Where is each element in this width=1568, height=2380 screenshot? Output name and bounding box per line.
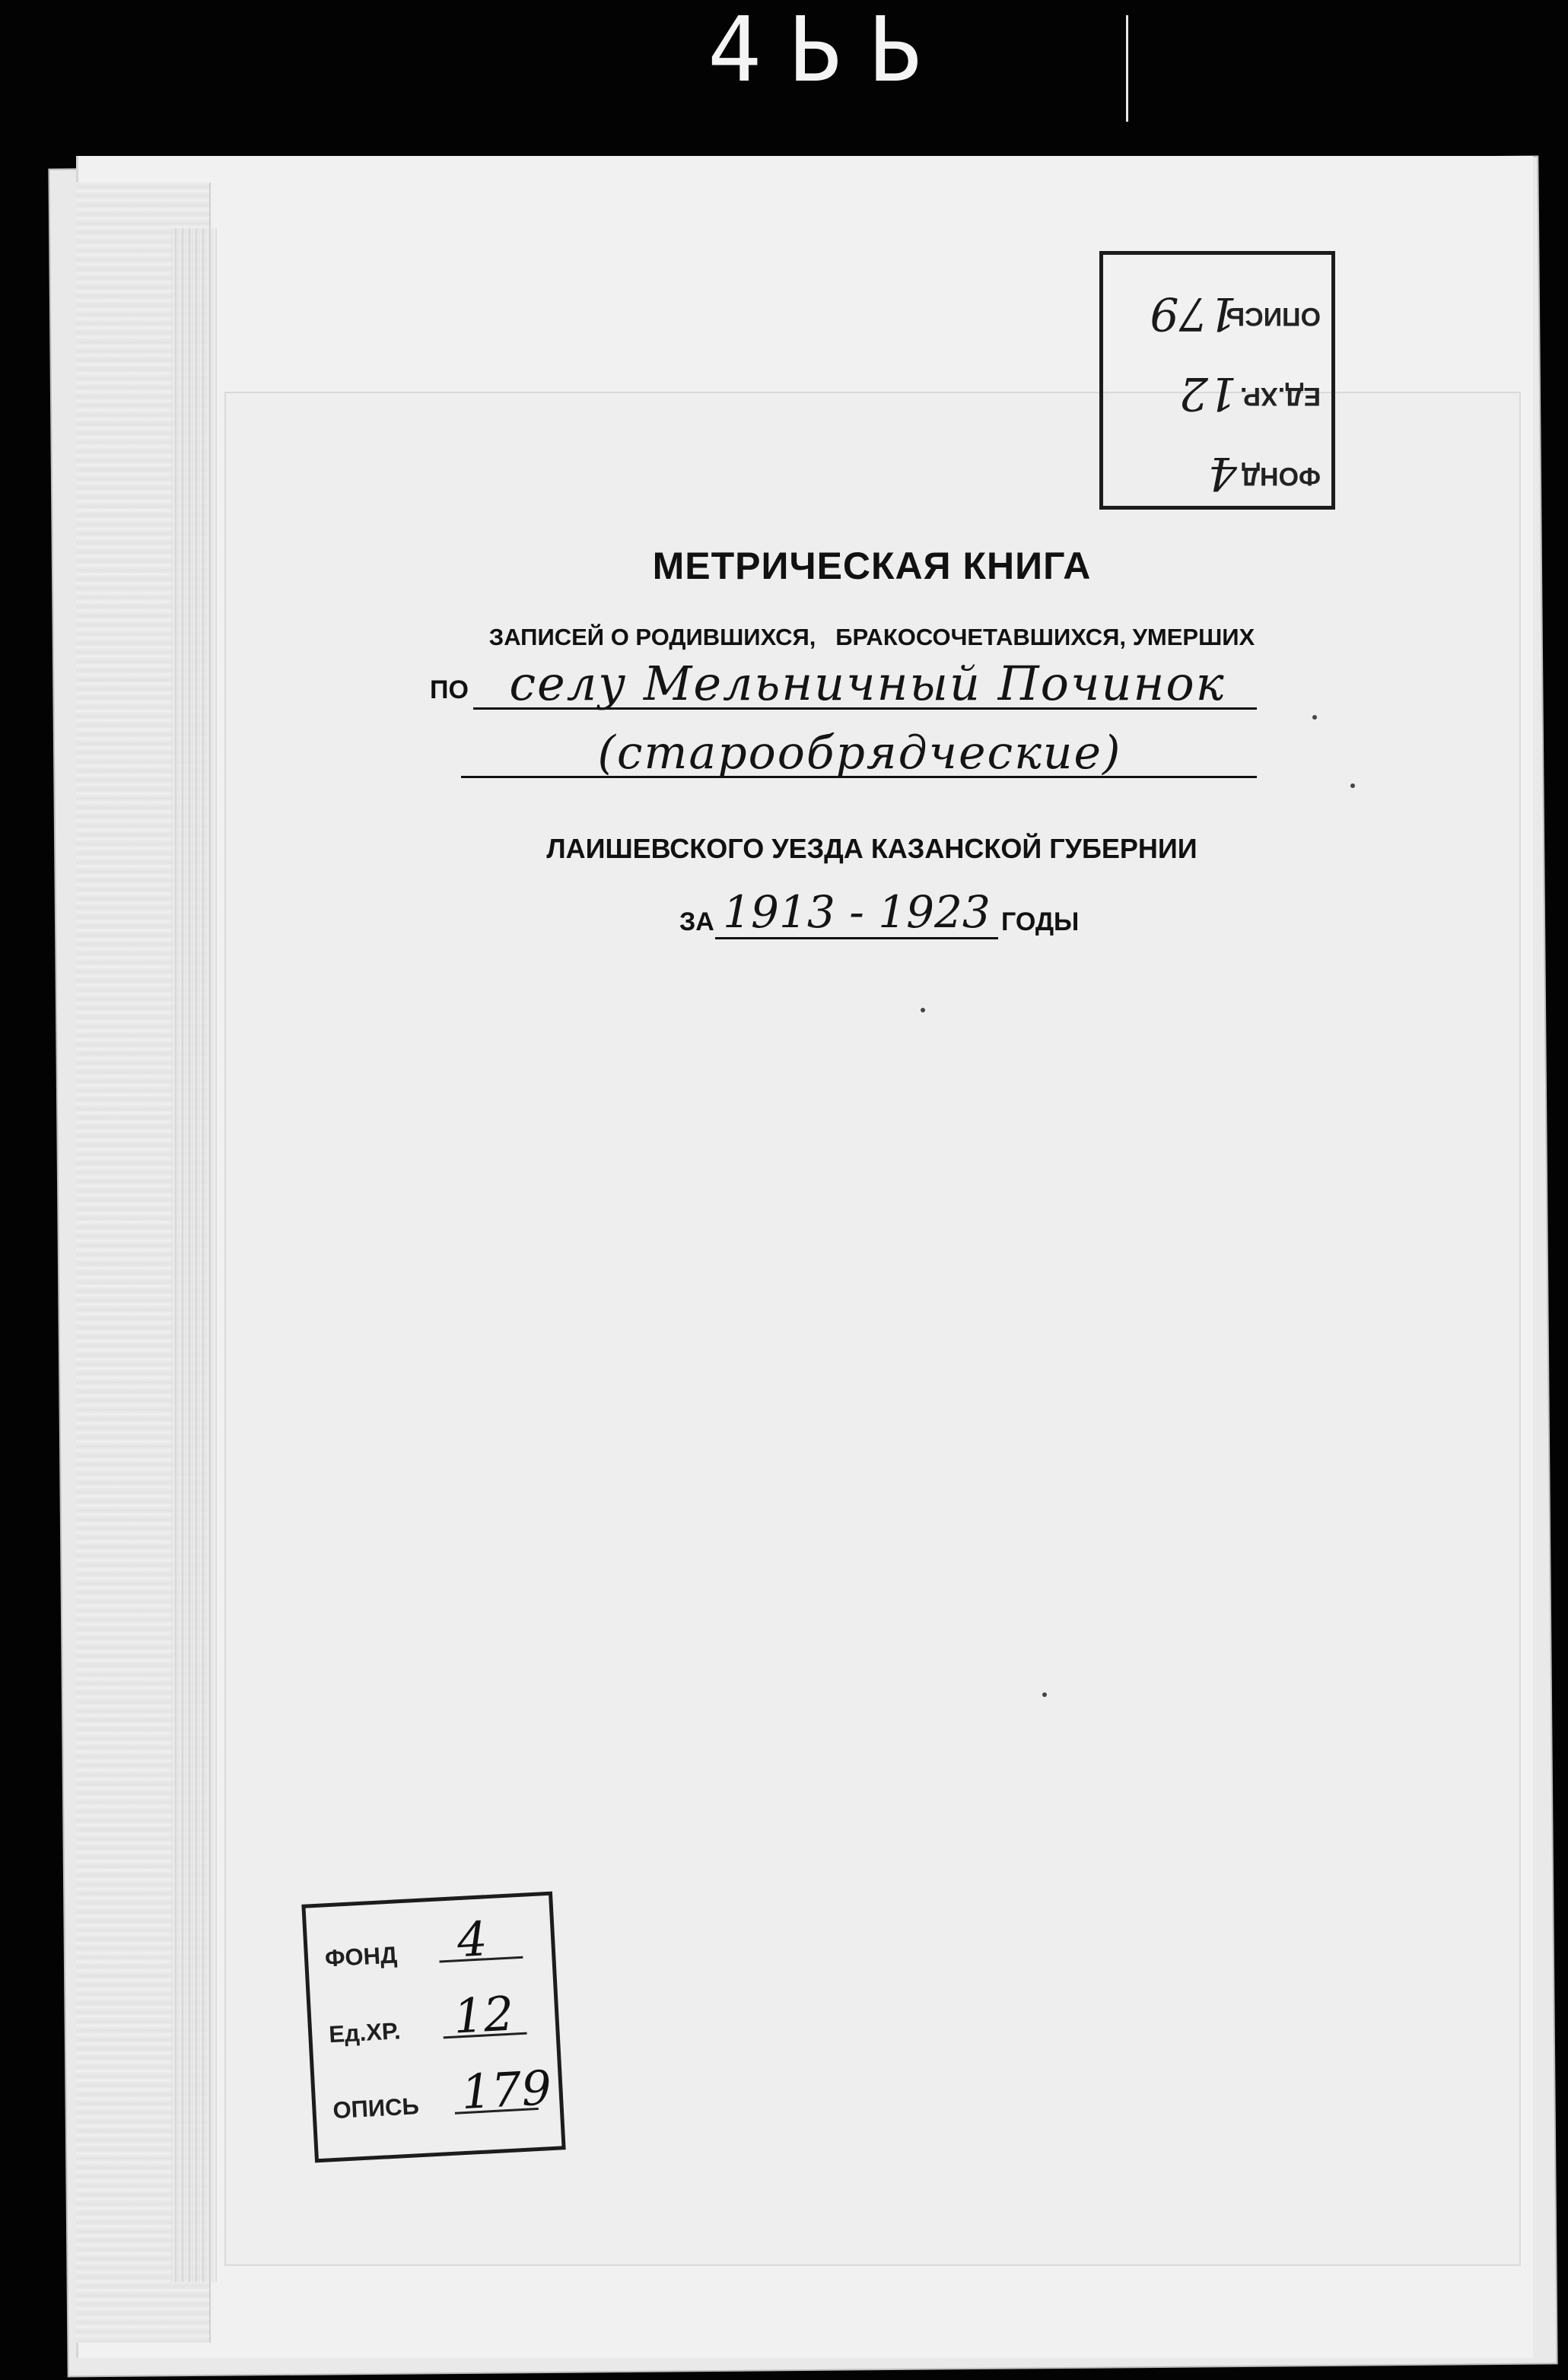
za-label: ЗА [679, 907, 714, 936]
stamp-value: 4 [1207, 446, 1237, 500]
gody-label: ГОДЫ [1001, 907, 1080, 936]
opis-label: ОПИСЬ [332, 2092, 420, 2124]
archive-stamp-top [1099, 251, 1335, 510]
village-handwritten: селу Мельничный Починок [509, 656, 1226, 711]
stamp-label: ОПИСЬ [1226, 302, 1321, 331]
uezd-line: ЛАИШЕВСКОГО УЕЗДА КАЗАНСКОЙ ГУБЕРНИИ [546, 833, 1197, 864]
stamp-row-fond [1115, 430, 1321, 500]
stamp-value: 12 [1178, 367, 1237, 420]
stamp-row-ed [327, 1987, 551, 2067]
edge-mark [1126, 15, 1128, 122]
fond-label: ФОНД [324, 1941, 398, 1972]
stamp-row-opis [1115, 270, 1321, 340]
stamp-label: ФОНД [1241, 462, 1321, 491]
page-number: 4ЬЬ [708, 0, 948, 102]
speck [921, 1008, 925, 1012]
speck [1312, 715, 1317, 720]
stamp-row-opis [331, 2060, 555, 2143]
opis-value: 179 [460, 2060, 553, 2121]
archive-stamp-bottom [301, 1892, 565, 2163]
stamp-label: ЕД.ХР. [1239, 382, 1321, 411]
ed-value: 12 [452, 1985, 516, 2045]
stamp-row-fond [323, 1911, 547, 1991]
speck [1350, 783, 1355, 788]
stamp-row-ed [1115, 350, 1321, 420]
fond-value: 4 [456, 1911, 489, 1969]
years-handwritten: 1913 - 1923 [723, 886, 991, 938]
po-label: ПО [430, 675, 469, 704]
ed-label: Ед.ХР. [328, 2017, 402, 2048]
speck [1042, 1692, 1047, 1697]
denomination-handwritten: (старообрядческие) [597, 726, 1122, 780]
stamp-value: 179 [1150, 287, 1237, 340]
document-subtitle: ЗАПИСЕЙ О РОДИВШИХСЯ, БРАКОСОЧЕТАВШИХСЯ, УМЕРШИХ [488, 624, 1255, 650]
binding-edge [171, 228, 217, 2282]
document-title: МЕТРИЧЕСКАЯ КНИГА [652, 545, 1092, 587]
